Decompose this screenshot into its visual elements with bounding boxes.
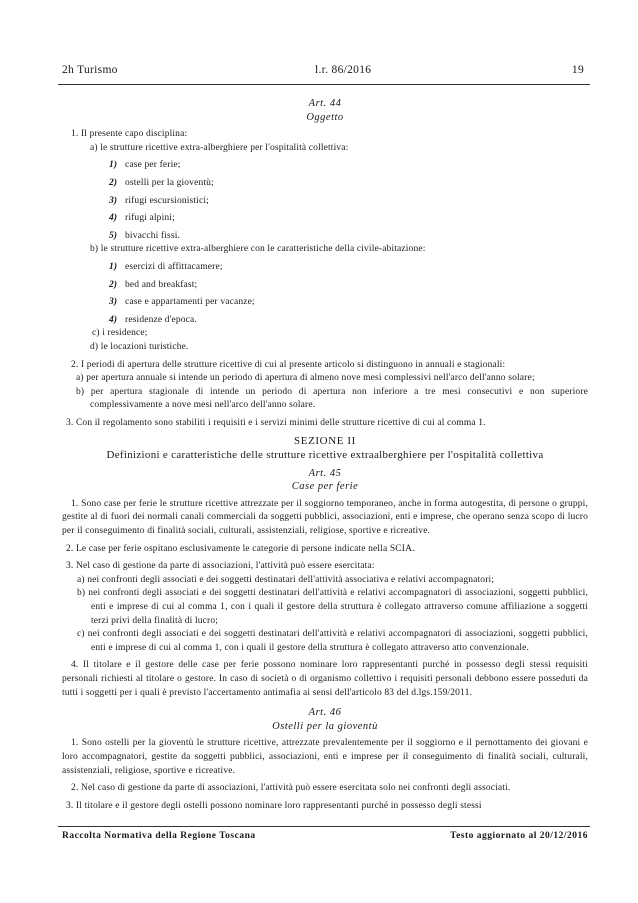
list-item: 3) rifugi escursionistici; [109,195,209,206]
list-item: 2) ostelli per la gioventù; [109,177,214,188]
document-body [62,97,588,813]
header-section: 2h Turismo [62,64,118,76]
art44-letter-c: c) i residence; [92,328,148,339]
list-item: 4) rifugi alpini; [109,213,175,224]
art45-comma-3-a: a) nei confronti degli associati e dei soggetti destinatari dell'attività associativa e relativi accompagnatori; [77,574,495,585]
list-item: 1) esercizi di affittacamere; [109,261,223,272]
header-rule [58,84,590,85]
article-45-subtitle: Case per ferie [291,481,359,493]
art44-letter-d: d) le locazioni turistiche. [90,341,189,352]
art45-comma-4: 4. Il titolare e il gestore delle case per ferie possono nominare loro rappresentanti purché in possesso degli stessi requisiti personali richiesti al titolare o gestore. In caso di società o di organismo collettivo i requisiti personali debbono essere posseduti da tutti i soggetti per i quali è previsto l'accertamento antimafia ai sensi dell'articolo 83 del d.lgs.159/2011. [62,660,588,698]
art46-comma-2: 2. Nel caso di gestione da parte di associazioni, l'attività può essere esercitata solo nei confronti degli associati. [71,783,511,794]
page-footer [62,831,588,845]
header-law-reference: l.r. 86/2016 [315,64,372,76]
art44-b-list [62,261,588,327]
article-46-subtitle: Ostelli per la gioventù [272,720,378,732]
art45-comma-3: 3. Nel caso di gestione da parte di associazioni, l'attività può essere esercitata: [66,561,375,572]
art44-comma-3: 3. Con il regolamento sono stabiliti i requisiti e i servizi minimi delle strutture ricettive di cui al comma 1. [66,417,486,428]
article-46-title: Art. 46 [308,707,342,719]
art44-comma-1: 1. Il presente capo disciplina: [71,129,188,140]
list-item: 3) case e appartamenti per vacanze; [109,297,255,308]
art46-comma-1: 1. Sono ostelli per la gioventù le strutture ricettive, attrezzate prevalentemente per il soggiorno e il pernottamento dei giovani e loro accompagnatori, gestite da soggetti pubblici, associazioni, enti e imprese per il conseguimento di finalità sociali, culturali, assistenziali, religiose, sportive e ricreative. [62,738,588,776]
list-item: 4) residenze d'epoca. [109,314,197,325]
footer-update-date: Testo aggiornato al 20/12/2016 [450,831,588,841]
art45-comma-3-b: b) nei confronti degli associati e dei soggetti destinatari dell'attività e relativi accompagnatori di associazioni, soggetti pubblici, enti e imprese di cui al comma 1, con i quali il gestore della struttura è collegato attraverso comune affiliazione a soggetti terzi privi della finalità di lucro; [77,588,588,626]
list-item: 2) bed and breakfast; [109,279,198,290]
footer-collection: Raccolta Normativa della Regione Toscana [62,831,256,841]
section-subtitle: Definizioni e caratteristiche delle strutture ricettive extraalberghiere per l'ospitalità collettiva [106,449,544,462]
art44-comma-2-a: a) per apertura annuale si intende un periodo di apertura di almeno nove mesi complessivi nell'arco dell'anno solare; [76,373,535,384]
list-item: 5) bivacchi fissi. [109,230,181,241]
art45-comma-2: 2. Le case per ferie ospitano esclusivamente le categorie di persone indicate nella SCIA. [66,543,415,554]
list-item: 1) case per ferie; [109,160,181,171]
page-number: 19 [571,64,584,76]
article-44-title: Art. 44 [308,98,342,109]
art44-letter-b: b) le strutture ricettive extra-alberghiere con le caratteristiche della civile-abitazione: [90,244,426,255]
footer-rule [58,826,590,827]
art44-comma-2-b: b) per apertura stagionale di intende un periodo di apertura non inferiore a tre mesi consecutivi e non superiore complessivamente a nove mesi nell'arco dell'anno solare. [76,386,588,411]
art44-comma-2: 2. I periodi di apertura delle strutture ricettive di cui al presente articolo si distinguono in annuali e stagionali: [71,359,506,370]
art46-comma-3: 3. Il titolare e il gestore degli ostelli possono nominare loro rappresentanti purché in possesso degli stessi [66,800,482,811]
art45-comma-1: 1. Sono case per ferie le strutture ricettive attrezzate per il soggiorno temporaneo, anche in forma autogestita, di persone o gruppi, gestite al di fuori dei normali canali commerciali da soggetti pubblici, associazioni, enti e imprese, che operano senza scopo di lucro per il conseguimento di finalità sociali, culturali, assistenziali, religiose, sportive e ricreative. [62,498,588,537]
art45-comma-3-c: c) nei confronti degli associati e dei soggetti destinatari dell'attività e relativi accompagnatori di associazioni, soggetti pubblici, enti e imprese di cui al comma 1, con i quali il gestore della struttura è collegato attraverso atto convenzionale. [77,629,588,653]
article-44-subtitle: Oggetto [306,111,344,123]
art44-letter-a: a) le strutture ricettive extra-alberghiere per l'ospitalità collettiva: [90,142,349,153]
section-title: SEZIONE II [294,435,356,448]
page-header [62,64,584,80]
article-45-title: Art. 45 [308,467,342,479]
art44-a-list [62,159,588,243]
